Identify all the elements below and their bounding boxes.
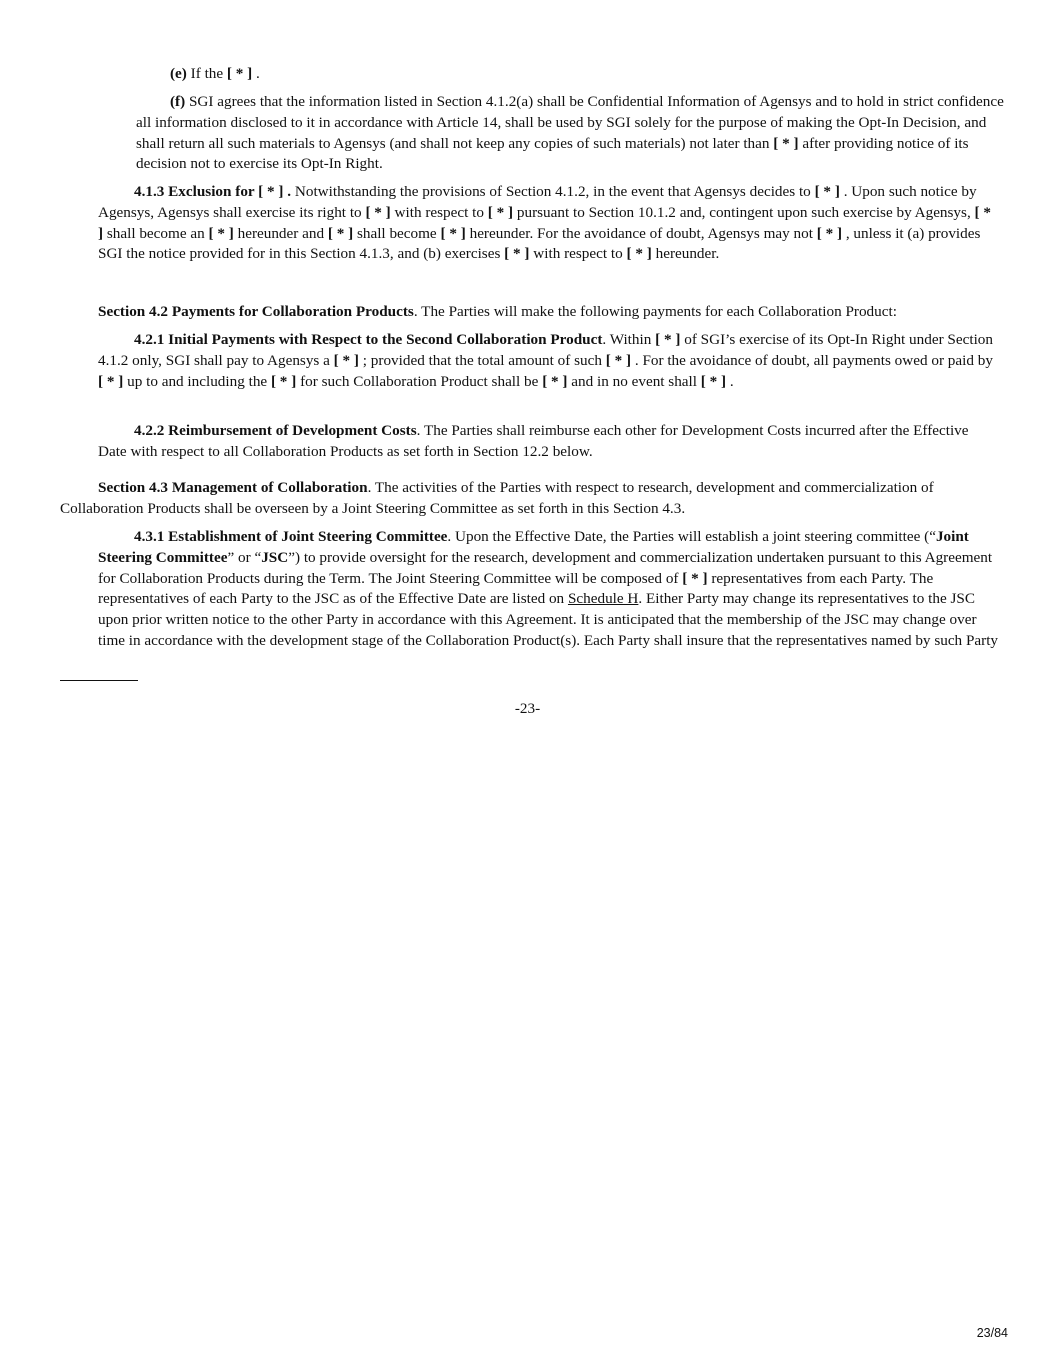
redaction: [ * ] xyxy=(98,203,991,242)
paragraph-e: (e) If the [ * ] . xyxy=(170,65,260,82)
redaction: [ * ] xyxy=(605,351,632,369)
redaction: [ * ] xyxy=(700,372,727,390)
redaction: [ * ] xyxy=(98,372,124,390)
section-heading: 4.2.1 Initial Payments with Respect to the Second Collaboration Product xyxy=(134,331,603,348)
redaction: [ * ] xyxy=(226,65,253,82)
section-4-2: Section 4.2 Payments for Collaboration Products. The Parties will make the following payments for each Collaboration Product: xyxy=(98,303,897,320)
defined-term: Joint Steering Committee xyxy=(98,528,969,566)
paragraph-f: (f) SGI agrees that the information listed in Section 4.1.2(a) shall be Confidential Information of Agensys and to hold in strict confidence all information disclosed to it in accordance with Article 14, shall be used by SGI solely for the purpose of making the Opt-In Decision, and shall return all such materials to Agensys (and shall not keep any copies of such materials) not later than [ * ] after providing notice of its decision not to exercise its Opt-In Right. xyxy=(136,93,1004,173)
section-4-3: Section 4.3 Management of Collaboration. The activities of the Parties with respect to research, development and commercialization of Collaboration Products shall be overseen by a Joint Steering Committee as set forth in this Section 4.3. xyxy=(60,479,934,517)
section-heading: 4.2.2 Reimbursement of Development Costs xyxy=(134,422,417,439)
redaction: [ * ] xyxy=(333,351,359,369)
section-4-2-2: 4.2.2 Reimbursement of Development Costs. The Parties shall reimburse each other for Development Costs incurred after the Effective Date with respect to all Collaboration Products as set forth in Section 12.2 below. xyxy=(98,422,969,460)
redaction: [ * ] xyxy=(504,245,530,263)
redaction: [ * ] xyxy=(655,331,681,348)
item-label: (e) xyxy=(170,65,187,82)
section-heading: 4.1.3 Exclusion for [ * ] . xyxy=(134,183,292,200)
redaction: [ * ] xyxy=(440,224,466,242)
redaction: [ * ] xyxy=(814,183,840,200)
schedule-reference: Schedule H xyxy=(567,590,639,608)
redaction: [ * ] xyxy=(542,372,568,390)
section-4-1-3: 4.1.3 Exclusion for [ * ] . Notwithstanding the provisions of Section 4.1.2, in the event that Agensys decides to [ * ] . Upon such notice by Agensys, Agensys shall exercise its right to [ * ] with respect to [ * ] pursuant to Section 10.1.2 and, contingent upon such exercise by Agensys, [ * ] shall become an [ * ] hereunder and [ * ] shall become [ * ] hereunder. For the avoidance of doubt, Agensys may not [ * ] , unless it (a) provides SGI the notice provided for in this Section 4.1.3, and (b) exercises [ * ] with respect to [ * ] hereunder. xyxy=(98,183,991,263)
page-count: 23/84 xyxy=(976,1326,1008,1340)
redaction: [ * ] xyxy=(816,224,843,242)
redaction: [ * ] xyxy=(208,224,234,242)
defined-term: JSC xyxy=(261,548,289,566)
redaction: [ * ] xyxy=(327,224,354,242)
section-heading: Section 4.3 Management of Collaboration xyxy=(98,479,368,496)
redaction: [ * ] xyxy=(487,203,514,221)
redaction: [ * ] xyxy=(270,372,297,390)
section-4-3-1: 4.3.1 Establishment of Joint Steering Committee. Upon the Effective Date, the Parties will establish a joint steering committee (“Joint Steering Committee” or “JSC”) to provide oversight for the research, development and commercialization undertaken pursuant to this Agreement for Collaboration Products during the Term. The Joint Steering Committee will be composed of [ * ] representatives from each Party. The representatives of each Party to the JSC as of the Effective Date are listed on Schedule H. Either Party may change its representatives to the JSC upon prior written notice to the other Party in accordance with this Agreement. It is anticipated that the membership of the JSC may change over time in accordance with the development stage of the Collaboration Product(s). Each Party shall insure that the representatives named by such Party xyxy=(98,528,999,649)
redaction: [ * ] xyxy=(773,134,799,152)
redaction: [ * ] xyxy=(626,245,652,263)
redaction: [ * ] xyxy=(682,569,708,587)
page-number: -23- xyxy=(514,700,541,717)
section-heading: 4.3.1 Establishment of Joint Steering Committee xyxy=(134,528,448,545)
section-4-2-1: 4.2.1 Initial Payments with Respect to the Second Collaboration Product. Within [ * ] of SGI’s exercise of its Opt-In Right under Section 4.1.2 only, SGI shall pay to Agensys a [ * ] ; provided that the total amount of such [ * ] . For the avoidance of doubt, all payments owed or paid by [ * ] up to and including the [ * ] for such Collaboration Product shall be [ * ] and in no event shall [ * ] . xyxy=(98,331,993,390)
footnote-divider xyxy=(60,680,138,681)
item-label: (f) xyxy=(170,93,186,110)
section-heading: Section 4.2 Payments for Collaboration Products xyxy=(98,303,414,320)
redaction: [ * ] xyxy=(365,203,391,221)
